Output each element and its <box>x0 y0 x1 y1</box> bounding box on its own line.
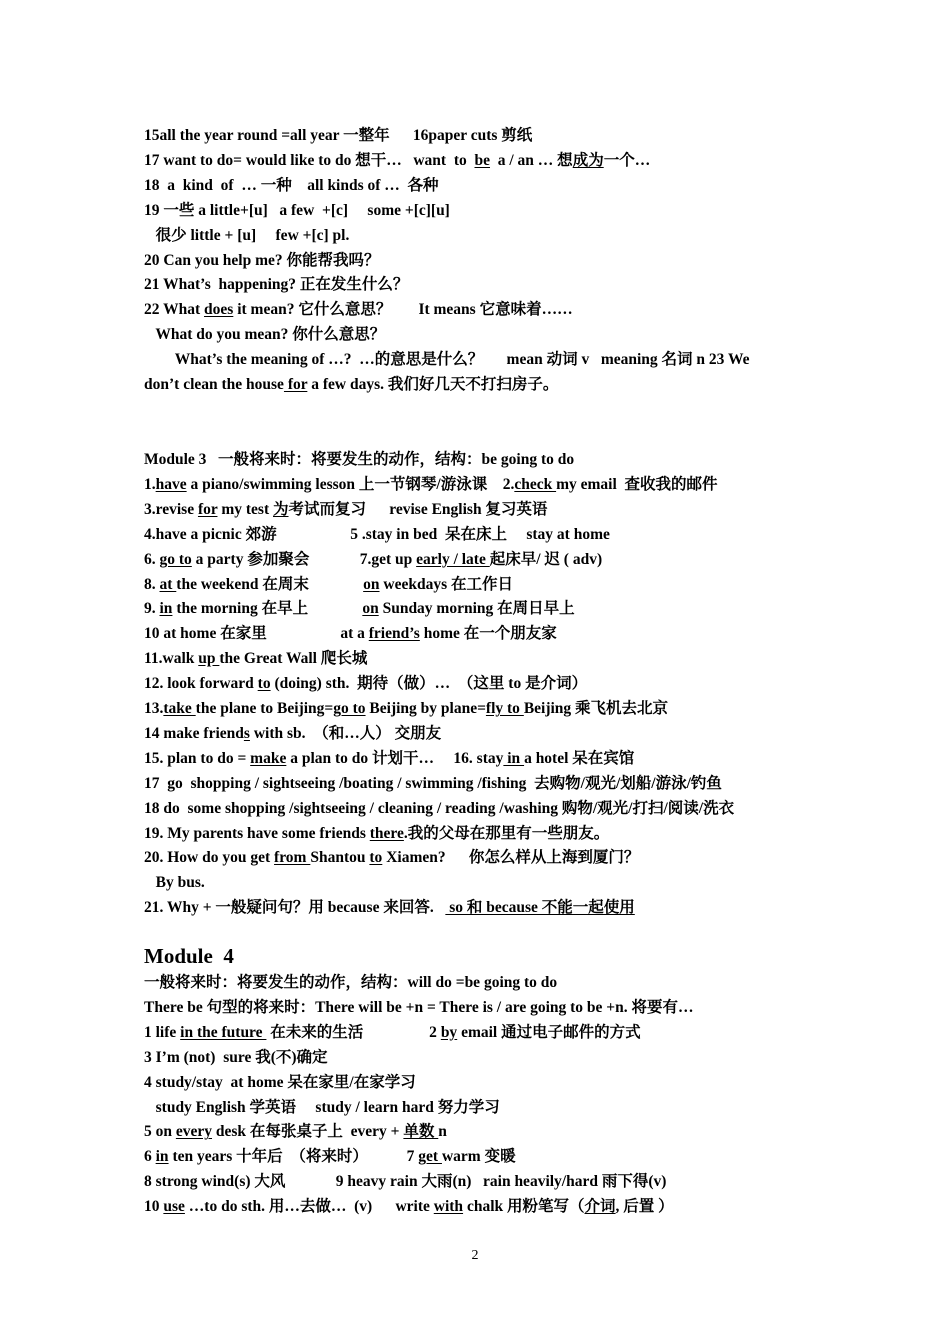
underlined-text: use <box>163 1198 185 1216</box>
note-line <box>144 699 668 719</box>
underlined-text: for <box>197 500 218 518</box>
page-number: 2 <box>471 1248 479 1263</box>
line-text: 15all the year round =all year 一整年 16paper cuts 剪纸 <box>144 127 533 144</box>
line-text: chalk 用粉笔写（ <box>463 1198 585 1216</box>
note-line <box>144 375 558 395</box>
line-text: 10 at home 在家里 at a <box>144 625 369 643</box>
underlined-text: make <box>250 749 287 767</box>
note-line <box>144 350 750 370</box>
line-text: 20 Can you help me? 你能帮我吗？ <box>144 251 380 269</box>
note-line <box>144 749 634 769</box>
line-text: 8 strong wind(s) 大风 9 heavy rain 大雨(n) rain heavily/hard 雨下得(v) <box>144 1173 667 1191</box>
underlined-text: have <box>155 475 187 493</box>
underlined-text: for <box>283 376 308 393</box>
line-text: What do you mean? 你什么意思？ <box>144 326 386 344</box>
line-text: 17 go shopping / sightseeing /boating / swimming /fishing 去购物/观光/划船/游泳/钓鱼 <box>144 774 722 792</box>
line-text: Beijing 乘飞机去北京 <box>523 700 669 717</box>
line-text: my test <box>217 500 273 518</box>
line-text: a party 参加聚会 7.get up <box>191 550 417 568</box>
line-text: What’s the meaning of …? …的意思是什么？ mean 动词 v meaning 名词 n 23 We <box>144 351 750 369</box>
note-line <box>144 275 408 295</box>
line-text: study English 学英语 study / learn hard 努力学习 <box>144 1098 500 1116</box>
line-text: a few days. 我们好几天不打扫房子。 <box>307 376 559 393</box>
note-line <box>144 251 380 271</box>
line-text: the weekend 在周末 <box>176 575 364 593</box>
note-line <box>144 898 635 918</box>
underlined-text: from <box>274 849 311 867</box>
note-line <box>144 1073 416 1093</box>
underlined-text: on <box>362 600 379 618</box>
line-text: 4.have a picnic 郊游 5 .stay in bed 呆在床上 stay at home <box>144 525 610 543</box>
note-line <box>144 450 574 470</box>
line-text: with sb. （和…人） 交朋友 <box>249 724 442 742</box>
note-line <box>144 475 718 495</box>
line-text: 15. plan to do = <box>144 749 251 767</box>
line-text: home 在一个朋友家 <box>419 625 557 643</box>
note-line <box>144 624 557 644</box>
underlined-text: every <box>175 1123 213 1141</box>
underlined-text: at <box>159 575 177 593</box>
line-text: a / an … 想 <box>490 151 573 169</box>
underlined-text: fly to <box>485 700 524 717</box>
line-text: Shantou <box>310 849 370 867</box>
line-text: , 后置 ） <box>615 1198 674 1216</box>
line-text: 6. <box>144 550 160 568</box>
note-line <box>144 799 734 819</box>
line-text: the morning 在早上 <box>172 600 363 618</box>
line-text: 18 do some shopping /sightseeing / cleaning / reading /washing 购物/观光/打扫/阅读/洗衣 <box>144 799 735 817</box>
underlined-text: with <box>433 1198 464 1216</box>
underlined-text: 成为 <box>572 151 604 169</box>
note-line <box>144 176 439 196</box>
line-text: it mean? 它什么意思？ It means 它意味着…… <box>233 301 573 319</box>
line-text: 1. <box>144 475 156 493</box>
line-text: 6 <box>144 1148 156 1166</box>
underlined-text: 为 <box>273 500 289 518</box>
note-line <box>144 226 349 246</box>
line-text: a piano/swimming lesson 上一节钢琴/游泳课 2. <box>186 475 515 493</box>
line-text: 3.revise <box>144 500 198 518</box>
line-text: 一个… <box>603 151 651 169</box>
line-text: 考试而复习 revise English 复习英语 <box>288 500 548 518</box>
note-line <box>144 525 610 545</box>
line-text: 1 life <box>144 1023 181 1041</box>
underlined-text: in <box>503 749 525 767</box>
note-line <box>144 325 385 345</box>
line-text: 13. <box>144 700 164 717</box>
line-text: 3 I’m (not) sure 我(不)确定 <box>144 1048 328 1066</box>
underlined-text: early / late <box>416 550 490 568</box>
underlined-text: so 和 because 不能一起使用 <box>445 899 635 917</box>
underlined-text: up <box>198 650 220 668</box>
line-text: 11.walk <box>144 650 199 668</box>
line-text: email 通过电子邮件的方式 <box>457 1023 641 1041</box>
line-text: 19. My parents have some friends <box>144 824 370 842</box>
note-line <box>144 724 441 744</box>
line-text: the Great Wall 爬长城 <box>219 650 368 668</box>
line-text: 很少 little + [u] few +[c] pl. <box>144 226 350 244</box>
line-text: 8. <box>144 575 160 593</box>
note-line <box>144 848 639 868</box>
line-text: Xiamen? 你怎么样从上海到厦门？ <box>382 849 640 867</box>
line-text: 一般将来时：将要发生的动作，结构：will do =be going to do <box>144 974 558 991</box>
line-text: By bus. <box>144 874 205 892</box>
underlined-text: there <box>369 824 404 842</box>
note-line <box>144 873 205 893</box>
underlined-text: go to <box>159 550 192 568</box>
note-line <box>144 151 650 171</box>
line-text: 9. <box>144 600 160 618</box>
underlined-text: by <box>440 1023 458 1041</box>
line-text: Beijing by plane= <box>365 700 486 717</box>
line-text: n <box>438 1123 447 1141</box>
note-line <box>144 973 557 993</box>
line-text: .我的父母在那里有一些朋友。 <box>403 824 610 842</box>
line-text: 4 study/stay at home 呆在家里/在家学习 <box>144 1073 416 1091</box>
note-line <box>144 1048 328 1068</box>
note-line <box>144 1172 666 1192</box>
module4-heading: Module 4 <box>144 944 234 968</box>
line-text: 5 on <box>144 1123 176 1141</box>
line-text: warm 变暖 <box>441 1148 516 1166</box>
note-line <box>144 300 573 320</box>
underlined-text: on <box>363 575 380 593</box>
underlined-text: friend’s <box>368 625 420 643</box>
underlined-text: get <box>418 1148 442 1166</box>
underlined-text: 介词 <box>584 1198 616 1216</box>
note-line <box>144 1122 447 1142</box>
note-line <box>144 1197 674 1217</box>
note-line <box>144 1147 516 1167</box>
underlined-text: go to <box>333 700 366 717</box>
note-line <box>144 774 722 794</box>
line-text: 在未来的生活 2 <box>266 1023 441 1041</box>
line-text: 起床早/ 迟 ( adv) <box>489 550 603 568</box>
line-text: 21. Why + 一般疑问句？用 because 来回答. <box>144 899 446 917</box>
note-line <box>144 550 602 570</box>
line-text: weekdays 在工作日 <box>379 575 514 593</box>
note-line <box>144 674 587 694</box>
underlined-text: s <box>243 724 250 742</box>
line-text: 20. How do you get <box>144 849 275 867</box>
line-text: don’t clean the house <box>144 376 284 393</box>
note-line <box>144 1098 500 1118</box>
line-text: Module 3 一般将来时：将要发生的动作，结构：be going to do <box>144 451 575 468</box>
underlined-text: in the future <box>180 1023 267 1041</box>
line-text: a plan to do 计划干… 16. stay <box>286 749 504 767</box>
note-line <box>144 126 532 146</box>
underlined-text: does <box>204 301 234 319</box>
underlined-text: in <box>155 1148 169 1166</box>
line-text: the plane to Beijing= <box>195 700 334 717</box>
note-line <box>144 201 450 221</box>
line-text: 19 一些 a little+[u] a few +[c] some +[c][u] <box>144 201 450 219</box>
line-text: ten years 十年后 （将来时） 7 <box>168 1148 419 1166</box>
line-text: 10 <box>144 1198 164 1216</box>
note-line <box>144 824 609 844</box>
note-line <box>144 1023 641 1043</box>
line-text: a hotel 呆在宾馆 <box>524 749 635 767</box>
note-line <box>144 575 513 595</box>
underlined-text: take <box>163 700 196 717</box>
line-text: 12. look forward <box>144 675 258 693</box>
note-line <box>144 599 575 619</box>
underlined-text: in <box>159 600 173 618</box>
line-text: 17 want to do= would like to do 想干… want to <box>144 151 475 169</box>
line-text: (doing) sth. 期待（做）… （这里 to 是介词） <box>270 675 588 693</box>
line-text: 21 What’s happening? 正在发生什么？ <box>144 276 409 294</box>
note-line <box>144 998 694 1018</box>
note-line <box>144 500 547 520</box>
line-text: Sunday morning 在周日早上 <box>378 600 575 618</box>
line-text: …to do sth. 用…去做… (v) write <box>184 1198 434 1216</box>
line-text: There be 句型的将来时：There will be +n = There is / are going to be +n. 将要有… <box>144 998 694 1016</box>
line-text: desk 在每张桌子上 every + <box>212 1123 404 1141</box>
line-text: 14 make friend <box>144 724 244 742</box>
line-text: my email 查收我的邮件 <box>556 475 718 493</box>
line-text: 22 What <box>144 301 205 319</box>
underlined-text: be <box>474 151 490 169</box>
underlined-text: 单数 <box>403 1123 439 1141</box>
underlined-text: to <box>257 675 271 693</box>
note-line <box>144 649 367 669</box>
line-text: 18 a kind of … 一种 all kinds of … 各种 <box>144 176 439 194</box>
underlined-text: to <box>369 849 383 867</box>
underlined-text: check <box>514 475 557 493</box>
